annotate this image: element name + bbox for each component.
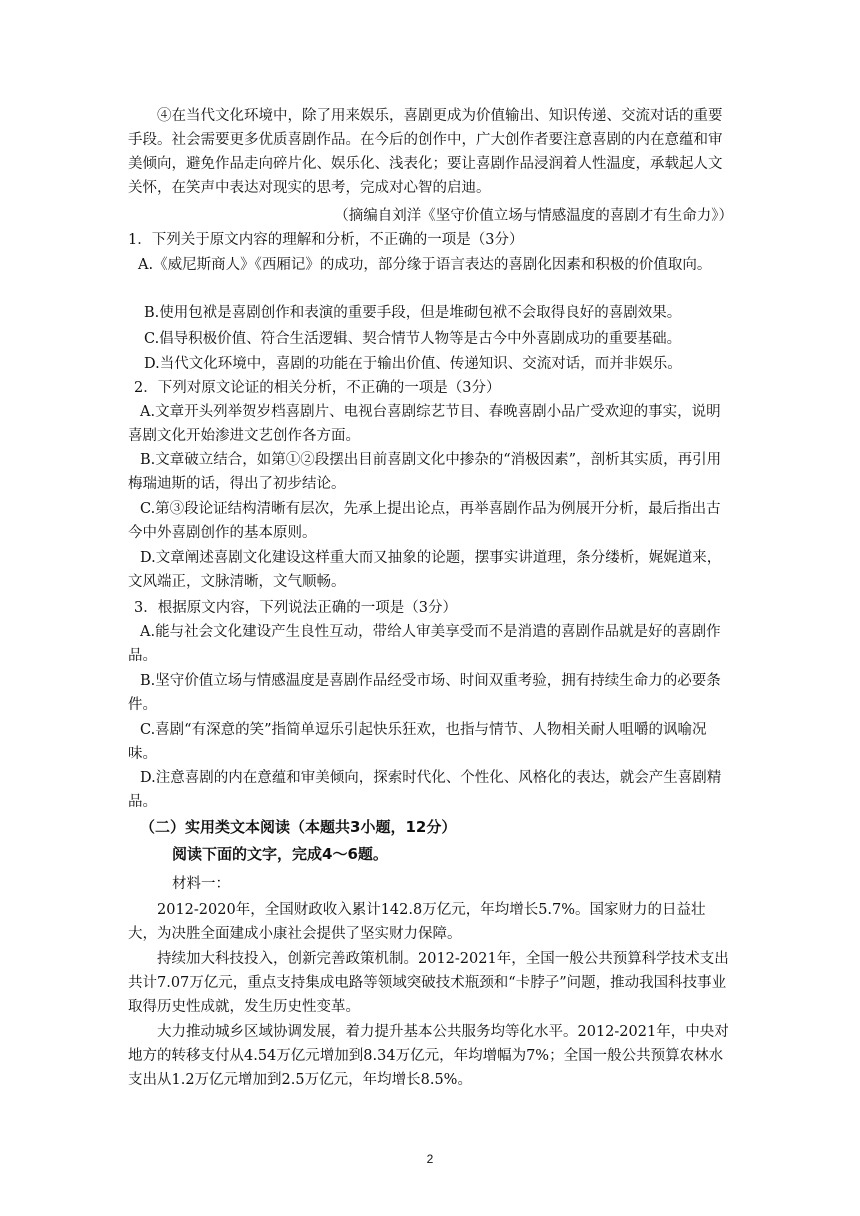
material-label: 材料一：: [172, 876, 230, 892]
question-2-option-c: C.第③段论证结构清晰有层次，先承上提出论点，再举喜剧作品为例展开分析，最后指出古今中外喜剧创作的基本原则。: [128, 501, 721, 541]
question-3-option-d: D.注意喜剧的内在意蕴和审美倾向，探索时代化、个性化、风格化的表达，就会产生喜剧精品。: [128, 770, 722, 810]
question-1-option-a: A.《威尼斯商人》《西厢记》的成功，部分缘于语言表达的喜剧化因素和积极的价值取向。: [138, 257, 712, 273]
material-paragraph-2: 持续加大科技投入，创新完善政策机制。2012-2021年，全国一般公共预算科学技术支出共计7.07万亿元，重点支持集成电路等领域突破技术瓶颈和“卡脖子”问题，推动我国科技事业取得历史性成就，发生历史性变革。: [128, 951, 729, 1015]
question-3-option-b: B.坚守价值立场与情感温度是喜剧作品经受市场、时间双重考验，拥有持续生命力的必要条件。: [128, 673, 721, 713]
question-3-option-c: C.喜剧“有深意的笑”指简单逗乐引起快乐狂欢，也指与情节、人物相关耐人咀嚼的讽喻况味。: [128, 722, 707, 762]
question-3-title: 3．根据原文内容，下列说法正确的一项是（3分）: [134, 600, 457, 616]
material-paragraph-3: 大力推动城乡区域协调发展，着力提升基本公共服务均等化水平。2012-2021年，中央对地方的转移支付从4.54万亿元增加到8.34万亿元，年均增幅为7%；全国一般公共预算农林水支出从1.2万亿元增加到2.5万亿元，年均增长8.5%。: [128, 1024, 729, 1088]
question-1-option-c: C.倡导积极价值、符合生活逻辑、契合情节人物等是古今中外喜剧成功的重要基础。: [144, 331, 682, 347]
section-title: （二）实用类文本阅读（本题共3小题，12分）: [140, 818, 457, 836]
page-number: 2: [426, 1152, 434, 1166]
reading-instruction: 阅读下面的文字，完成4～6题。: [172, 845, 388, 863]
question-3-option-a: A.能与社会文化建设产生良性互动，带给人审美享受而不是消遣的喜剧作品就是好的喜剧作品。: [128, 624, 721, 664]
material-paragraph-1: 2012-2020年，全国财政收入累计142.8万亿元，年均增长5.7%。国家财力的日益壮大，为决胜全面建成小康社会提供了坚实财力保障。: [128, 902, 706, 942]
question-2-option-a: A.文章开头列举贺岁档喜剧片、电视台喜剧综艺节目、春晚喜剧小品广受欢迎的事实，说明喜剧文化开始渗进文艺创作各方面。: [128, 404, 721, 444]
question-1-option-b: B.使用包袱是喜剧创作和表演的重要手段，但是堆砌包袱不会取得良好的喜剧效果。: [144, 305, 682, 321]
question-1-option-d: D.当代文化环境中，喜剧的功能在于输出价值、传递知识、交流对话，而并非娱乐。: [144, 356, 682, 372]
question-1-title: 1．下列关于原文内容的理解和分析，不正确的一项是（3分）: [128, 232, 524, 248]
intro-paragraph: ④在当代文化环境中，除了用来娱乐，喜剧更成为价值输出、知识传递、交流对话的重要手段。社会需要更多优质喜剧作品。在今后的创作中，广大创作者要注意喜剧的内在意蕴和审美倾向，避免作品走向碎片化、娱乐化、浅表化；要让喜剧作品浸润着人性温度，承载起人文关怀，在笑声中表达对现实的思考，完成对心智的启迪。: [128, 108, 723, 196]
question-2-option-d: D.文章阐述喜剧文化建设这样重大而又抽象的论题，摆事实讲道理，条分缕析，娓娓道来，文风端正，文脉清晰，文气顺畅。: [128, 550, 722, 590]
question-2-option-b: B.文章破立结合，如第①②段摆出目前喜剧文化中掺杂的“消极因素”，剖析其实质，再引用梅瑞迪斯的话，得出了初步结论。: [128, 452, 722, 492]
source-citation: （摘编自刘洋《坚守价值立场与情感温度的喜剧才有生命力》）: [334, 208, 733, 224]
question-2-title: 2．下列对原文论证的相关分析，不正确的一项是（3分）: [134, 380, 501, 396]
